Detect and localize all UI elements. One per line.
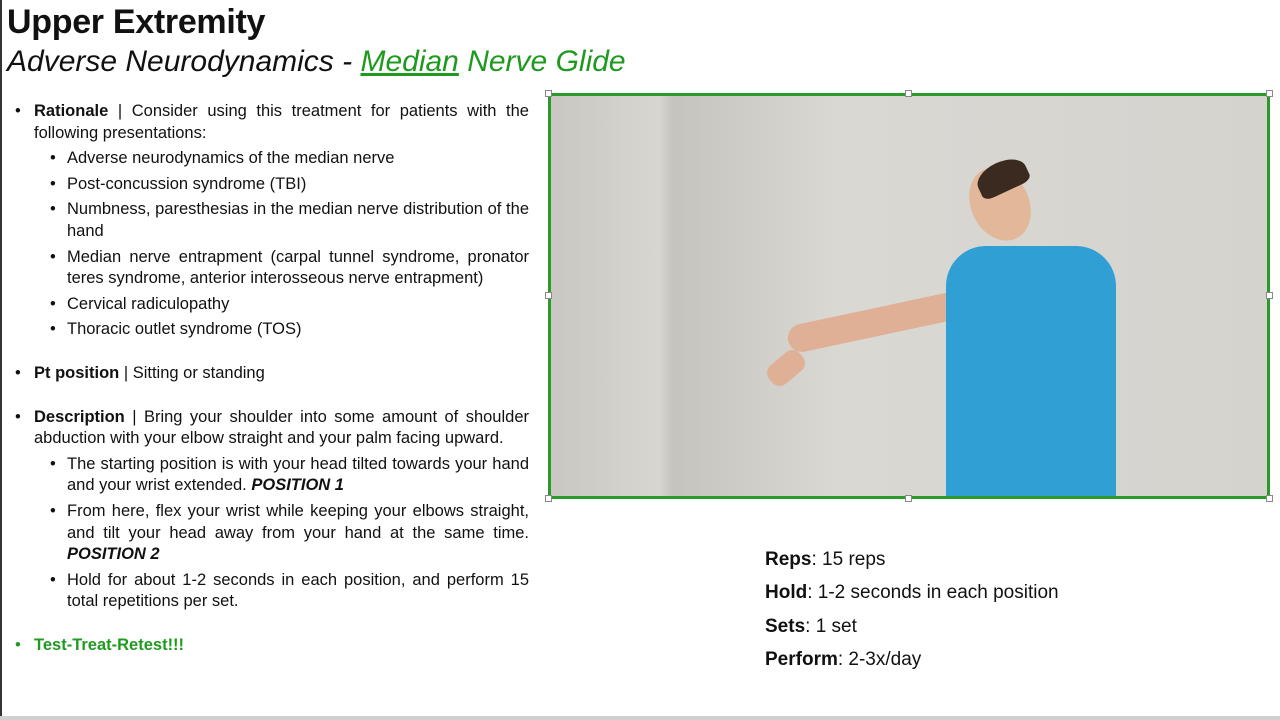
slide-title: Upper Extremity xyxy=(7,3,266,41)
resize-handle[interactable] xyxy=(1266,495,1273,502)
bottom-edge xyxy=(0,716,1280,720)
resize-handle[interactable] xyxy=(905,495,912,502)
exercise-video[interactable] xyxy=(548,93,1270,499)
list-item: • Adverse neurodynamics of the median nerve xyxy=(15,148,529,170)
resize-handle[interactable] xyxy=(545,292,552,299)
resize-handle[interactable] xyxy=(545,90,552,97)
subtitle-highlight: Median xyxy=(360,45,459,78)
stat-sets: Sets: 1 set xyxy=(765,615,857,637)
video-person xyxy=(946,246,1116,499)
resize-handle[interactable] xyxy=(1266,90,1273,97)
list-item: • Median nerve entrapment (carpal tunnel syndrome, pronator teres syndrome, anterior interosseous nerve entrapment) xyxy=(15,247,529,290)
closing-bullet: • Test-Treat-Retest!!! xyxy=(15,635,529,657)
resize-handle[interactable] xyxy=(1266,292,1273,299)
list-item: • Post-concussion syndrome (TBI) xyxy=(15,174,529,196)
exercise-stats xyxy=(765,543,1059,676)
description-bullet: • Description | Bring your shoulder into some amount of shoulder abduction with your elbow straight and your palm facing upward. xyxy=(15,407,529,450)
stat-hold: Hold: 1-2 seconds in each position xyxy=(765,582,1059,604)
list-item: • Hold for about 1-2 seconds in each position, and perform 15 total repetitions per set. xyxy=(15,570,529,613)
resize-handle[interactable] xyxy=(545,495,552,502)
rationale-bullet: • Rationale | Consider using this treatment for patients with the following presentations: xyxy=(15,101,529,144)
position-bullet: • Pt position | Sitting or standing xyxy=(15,363,529,385)
list-item: • From here, flex your wrist while keeping your elbows straight, and tilt your head away from your hand at the same time. POSITION 2 xyxy=(15,501,529,566)
video-hand xyxy=(763,346,809,390)
left-edge xyxy=(0,0,2,720)
list-item: • The starting position is with your head tilted towards your hand and your wrist extended. POSITION 1 xyxy=(15,454,529,497)
list-item: • Numbness, paresthesias in the median nerve distribution of the hand xyxy=(15,199,529,242)
resize-handle[interactable] xyxy=(905,90,912,97)
stat-reps: Reps: 15 reps xyxy=(765,549,886,570)
list-item: • Thoracic outlet syndrome (TOS) xyxy=(15,319,529,341)
list-item: • Cervical radiculopathy xyxy=(15,294,529,316)
stat-perform: Perform: 2-3x/day xyxy=(765,648,922,670)
slide-subtitle: Adverse Neurodynamics - Median Nerve Glide xyxy=(7,45,626,78)
bullet-content xyxy=(15,101,529,656)
